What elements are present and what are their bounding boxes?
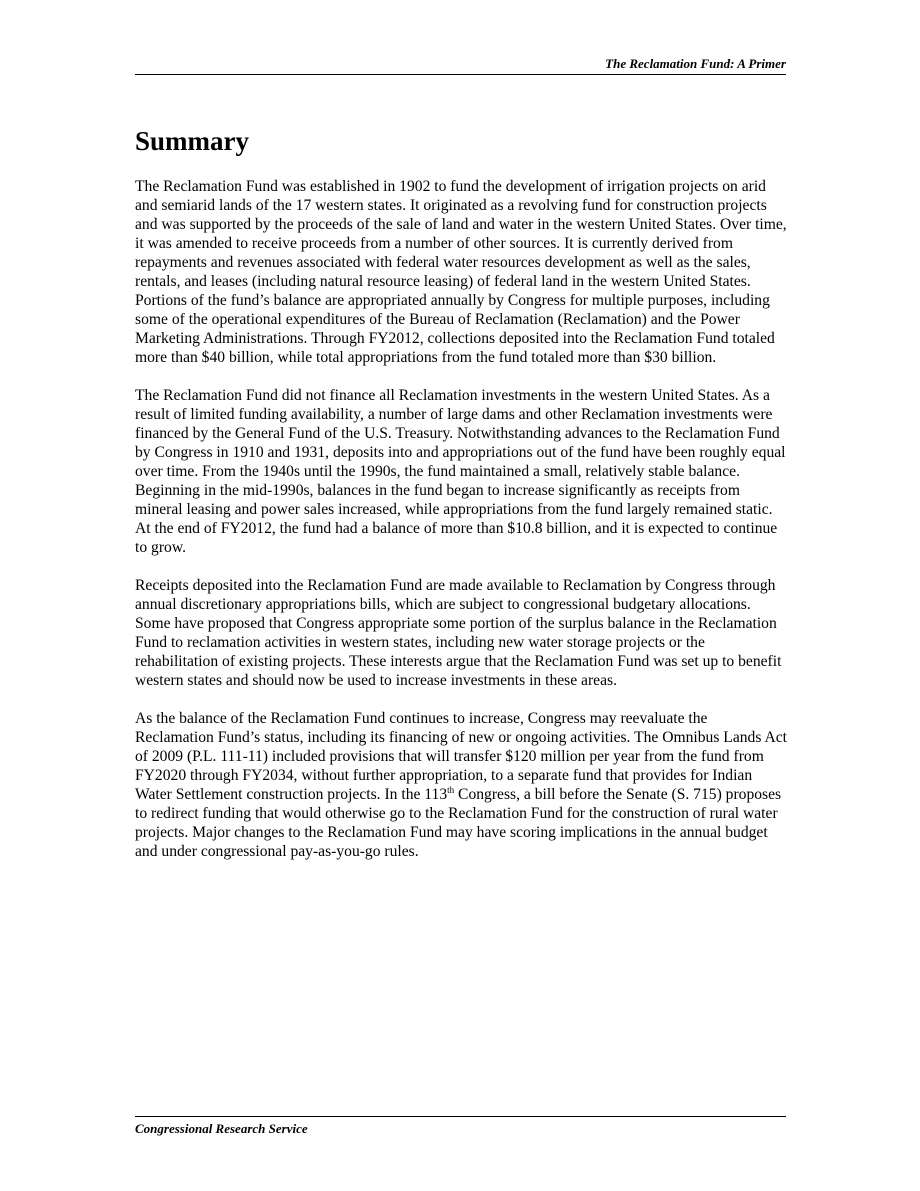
paragraph-4-start: As the balance of the Reclamation Fund continues to increase, Congress may reevaluate the Reclamation Fund’s status, including its financing of new or ongoing activities. The Omnibus Lands Act of 2009 (P.L. 111-11) included provisions that will transfer $120 million per year from the fund from FY2020 through FY2034, without further appropriation, to a separate fund that provides for Indian Water Settlement construction projects. In the 113 [135, 710, 787, 803]
paragraph-4 [135, 709, 787, 861]
page-footer [135, 1116, 786, 1137]
paragraph-2: The Reclamation Fund did not finance all Reclamation investments in the western United States. As a result of limited funding availability, a number of large dams and other Reclamation investments were financed by the General Fund of the U.S. Treasury. Notwithstanding advances to the Reclamation Fund by Congress in 1910 and 1931, deposits into and appropriations out of the fund have been roughly equal over time. From the 1940s until the 1990s, the fund maintained a small, relatively stable balance. Beginning in the mid-1990s, balances in the fund began to increase significantly as receipts from mineral leasing and power sales increased, while appropriations from the fund largely remained static. At the end of FY2012, the fund had a balance of more than $10.8 billion, and it is expected to continue to grow. [135, 387, 786, 556]
page-title: Summary [135, 126, 249, 156]
paragraph-1: The Reclamation Fund was established in 1902 to fund the development of irrigation projects on arid and semiarid lands of the 17 western states. It originated as a revolving fund for construction projects and was supported by the proceeds of the sale of land and water in the western United States. Over time, it was amended to receive proceeds from a number of other sources. It is currently derived from repayments and revenues associated with federal water resources development as well as the sales, rentals, and leases (including natural resource leasing) of federal land in the western United States. Portions of the fund’s balance are appropriated annually by Congress for multiple purposes, including some of the operational expenditures of the Bureau of Reclamation (Reclamation) and the Power Marketing Administrations. Through FY2012, collections deposited into the Reclamation Fund totaled more than $40 billion, while total appropriations from the fund totaled more than $30 billion. [135, 178, 787, 366]
paragraph-4-end: Congress, a bill before the Senate (S. 715) proposes to redirect funding that would otherwise go to the Reclamation Fund for the construction of rural water projects. Major changes to the Reclamation Fund may have scoring implications in the annual budget and under congressional pay-as-you-go rules. [135, 786, 782, 860]
ordinal-suffix: th [447, 785, 455, 795]
running-title: The Reclamation Fund: A Primer [605, 56, 786, 71]
footer-organization: Congressional Research Service [135, 1121, 308, 1136]
paragraph-3: Receipts deposited into the Reclamation Fund are made available to Reclamation by Congress through annual discretionary appropriations bills, which are subject to congressional budgetary allocations. Some have proposed that Congress appropriate some portion of the surplus balance in the Reclamation Fund to reclamation activities in western states, including new water storage projects or the rehabilitation of existing projects. These interests argue that the Reclamation Fund was set up to benefit western states and should now be used to increase investments in these areas. [135, 577, 782, 689]
running-header [135, 56, 786, 75]
summary-body [135, 177, 787, 880]
